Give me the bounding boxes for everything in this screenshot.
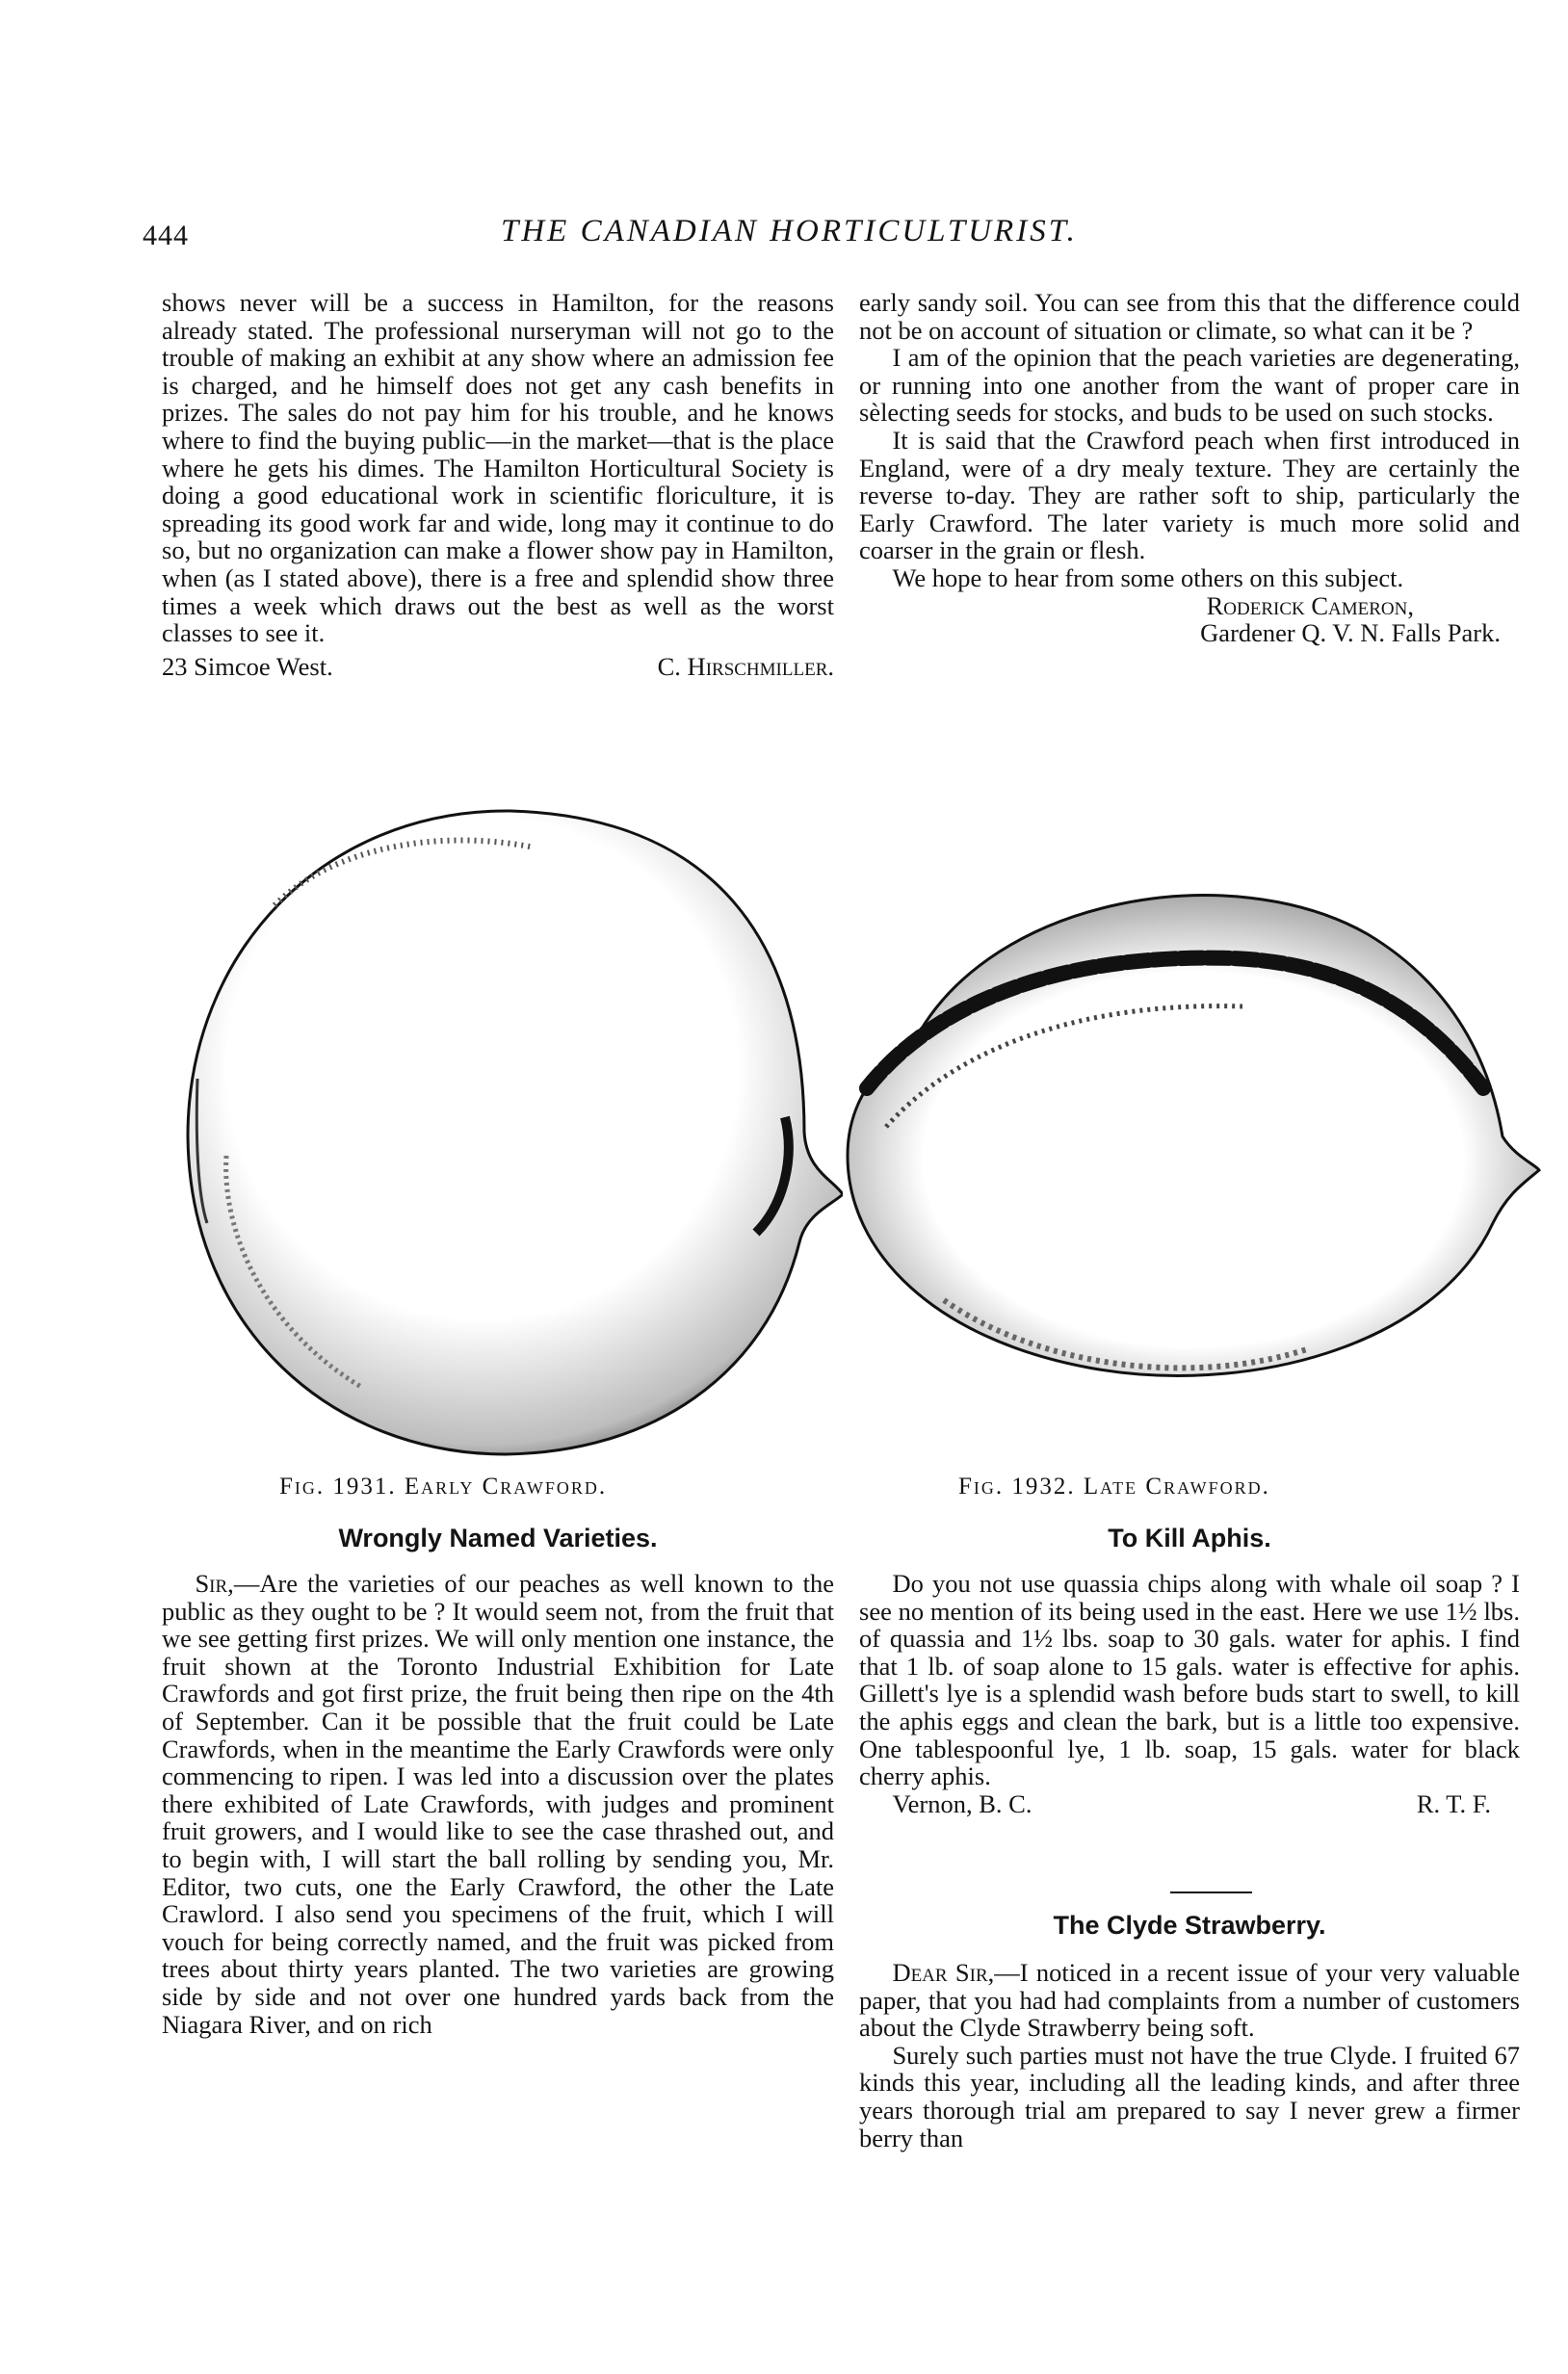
heading-to-kill-aphis: To Kill Aphis.	[1108, 1524, 1271, 1552]
early-crawford-peach-illustration	[169, 790, 843, 1464]
heading-wrongly-named-varieties: Wrongly Named Varieties.	[338, 1524, 658, 1552]
paragraph: I am of the opinion that the peach varieties are degenerating, or running into one another from the want of proper care in sèlecting seeds for stocks, and buds to be used on such stocks.	[859, 343, 1520, 428]
signature-row	[859, 1790, 1520, 1818]
late-crawford-peach-illustration	[828, 848, 1541, 1406]
journal-title: THE CANADIAN HORTICULTURIST.	[501, 214, 1078, 248]
salutation: Sir,	[195, 1569, 234, 1598]
salutation: Dear Sir,	[892, 1958, 995, 1987]
figure-caption-1931: Fig. 1931. Early Crawford.	[279, 1474, 608, 1500]
paragraph-text: —Are the varieties of our peaches as well known to the public as they ought to be ? It would seem not, from the fruit that we see getting first prizes. We will only mention one instance, the fruit shown at the Toronto Industrial Exhibition for Late Crawfords and got first prize, the fruit being then ripe on the 4th of September. Can it be possible that the fruit could be Late Crawfords, when in the meantime the Early Crawfords were only commencing to ripen. I was led into a discussion over the plates there exhibited of Late Crawfords, with judges and prominent fruit growers, and I would like to see the case thrashed out, and to begin with, I will start the ball rolling by sending you, Mr. Editor, two cuts, one the Early Crawford, the other the Late Crawlord. I also send you specimens of the fruit, which I will vouch for being correctly named, and the fruit was picked from trees about thirty years planted. The two varieties are growing side by side and not over one hundred yards back from the Niagara River, and on rich	[162, 1569, 834, 2039]
paragraph: shows never will be a success in Hamilton, for the reasons already stated. The professional nurseryman will not go to the trouble of making an exhibit at any show where an admission fee is charged, and he himself does not get any cash benefits in prizes. The sales do not pay him for his trouble, and he knows where to find the buying public—in the market—that is the place where he gets his dimes. The Hamilton Horticultural Society is doing a good educational work in scientific floriculture, it is spreading its good work far and wide, long may it continue to do so, but no organization can make a flower show pay in Hamilton, when (as I stated above), there is a free and splendid show three times a week which draws out the best as well as the worst classes to see it.	[162, 288, 834, 648]
paragraph: Surely such parties must not have the true Clyde. I fruited 67 kinds this year, including all the leading kinds, and after three years thorough trial am prepared to say I never grew a firmer berry than	[859, 2040, 1520, 2152]
signature: Roderick Cameron,	[1206, 590, 1414, 620]
paragraph: early sandy soil. You can see from this that the difference could not be on account of situation or climate, so what can it be ?	[859, 288, 1520, 345]
figure-caption-1932: Fig. 1932. Late Crawford.	[958, 1474, 1270, 1500]
article-clyde-strawberry	[859, 1959, 1520, 2152]
section-divider	[1170, 1891, 1252, 1893]
article-wrongly-named-varieties	[162, 1570, 834, 2038]
signature-title: Gardener Q. V. N. Falls Park.	[1200, 618, 1501, 648]
paragraph-text: —I noticed in a recent issue of your very valuable paper, that you had had complaints from a number of customers about the Clyde Strawberry being soft.	[859, 1958, 1520, 2043]
letter-cameron	[859, 289, 1520, 647]
signature: R. T. F.	[1416, 1788, 1491, 1818]
paragraph: Do you not use quassia chips along with whale oil soap ? I see no mention of its being used in the east. Here we use 1½ lbs. of quassia and 1½ lbs. soap to 30 gals. water for aphis. I find that 1 lb. of soap alone to 15 gals. water is effective for aphis. Gillett's lye is a splendid wash before buds start to swell, to kill the aphis eggs and clean the bark, but is a little too expensive. One tablespoonful lye, 1 lb. soap, 15 gals. water for black cherry aphis.	[859, 1569, 1520, 1791]
paragraph: It is said that the Crawford peach when first introduced in England, were of a dry mealy texture. They are certainly the reverse to-day. They are rather soft to ship, particularly the Early Crawford. The later variety is much more solid and coarser in the grain or flesh.	[859, 425, 1520, 565]
address: 23 Simcoe West.	[162, 651, 333, 681]
signature: C. Hirschmiller.	[657, 651, 834, 681]
article-to-kill-aphis	[859, 1570, 1520, 1817]
signature-row	[162, 653, 834, 681]
paragraph: We hope to hear from some others on this subject.	[892, 562, 1404, 592]
heading-clyde-strawberry: The Clyde Strawberry.	[1053, 1911, 1326, 1940]
place: Vernon, B. C.	[892, 1788, 1032, 1818]
letter-hirschmiller	[162, 289, 834, 680]
paragraph	[162, 1570, 834, 2038]
page-number: 444	[143, 220, 189, 251]
paragraph	[859, 1959, 1520, 2042]
